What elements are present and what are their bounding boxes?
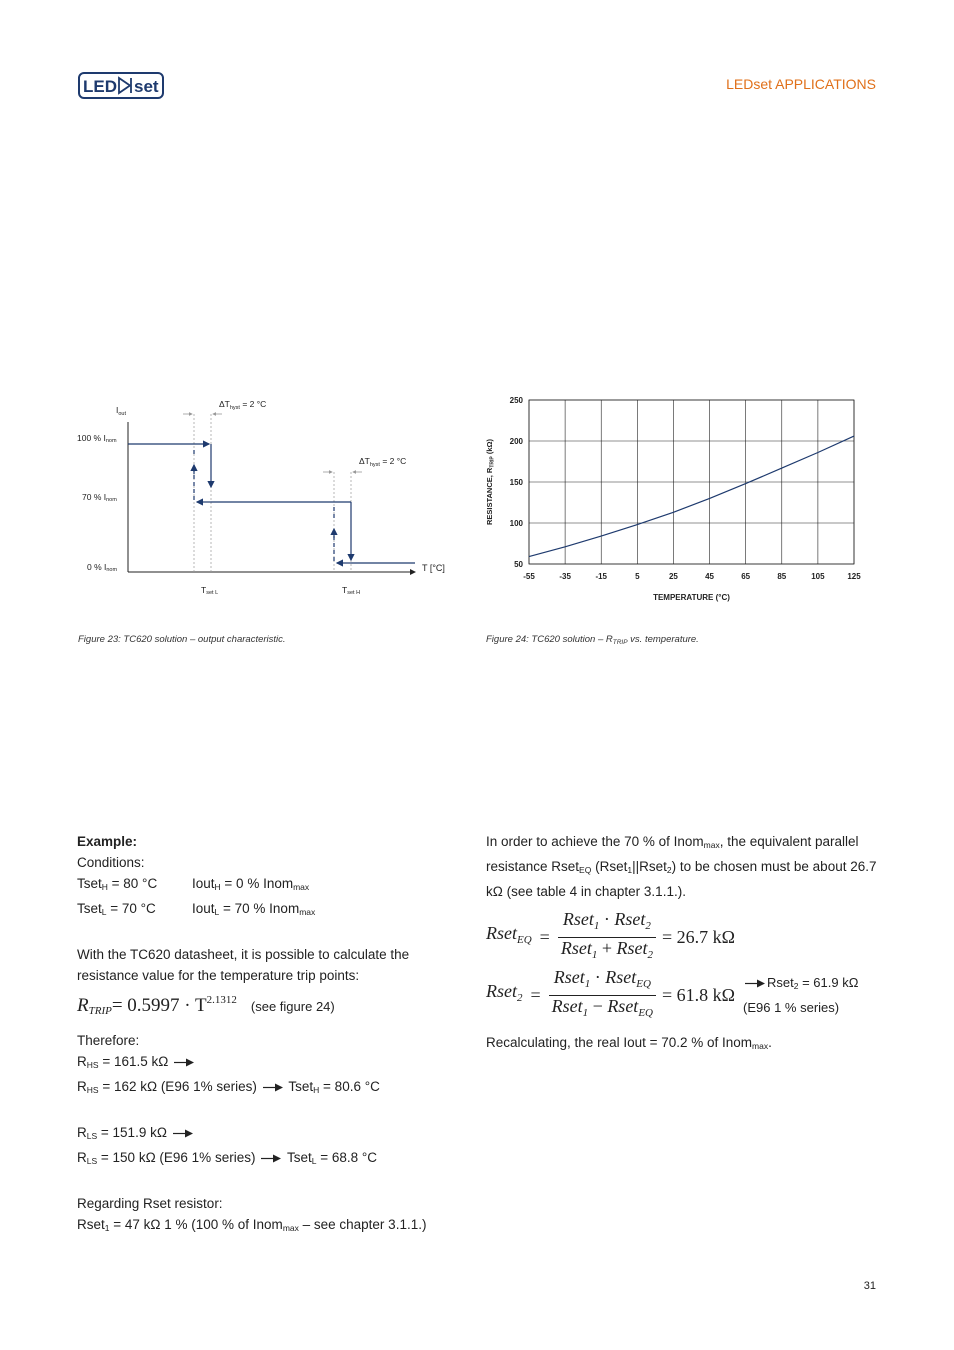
chart-y-tick-label: 200	[509, 437, 523, 446]
therefore-label: Therefore:	[77, 1033, 140, 1048]
rtrip-series-line	[529, 436, 854, 556]
chart-x-axis-label: TEMPERATURE (°C)	[653, 593, 730, 602]
chart-y-tick-label: 50	[514, 560, 523, 569]
chart-x-tick-label: -35	[559, 572, 571, 581]
fraction: Rset$_1$ · Rset$_2$ Rset$_1$ + Rset$_2$	[558, 909, 656, 966]
right-column	[486, 831, 878, 1057]
iout-l: Iout$_L$ = 70 % Inom$_{max}$	[192, 901, 316, 917]
chart-x-tick-label: -55	[523, 572, 535, 581]
condition-row-high	[77, 873, 457, 898]
recalc-paragraph: Recalculating, the real Iout = 70.2 % of Inom$_{max}$.	[486, 1035, 772, 1051]
figure-23-diagram	[70, 392, 460, 607]
y-axis-label: $I_{out}$	[116, 405, 127, 417]
chart-x-tick-label: 25	[668, 572, 678, 581]
eq1-result: = 26.7 kΩ	[661, 926, 736, 947]
chart-x-tick-label: 125	[847, 572, 861, 581]
equation-rset-eq: Rset$_{EQ}$ = Rset$_1$ · Rset$_2$ Rset$_1$ + Rset$_2$ = 26.7 kΩ	[486, 910, 878, 964]
y-tick-100: 100 % Inom	[77, 433, 117, 444]
rtrip-chart	[480, 392, 880, 617]
hyst-label-2: $\Delta T_{hyst} = 2$ °C	[359, 456, 407, 468]
x-axis-label: T [°C]	[422, 563, 445, 573]
logo-text-left: LED	[83, 77, 117, 96]
tset-l: Tset$_L$ = 70 °C	[77, 901, 156, 917]
rls-chosen: $R_{LS} = 150$ kΩ (E96 1% series) Tset$_L$ = 68.8 °C	[77, 1150, 378, 1166]
y-tick-70: 70 % Inom	[82, 492, 117, 503]
chart-x-tick-label: 5	[635, 572, 640, 581]
chart-x-tick-label: -15	[595, 572, 608, 581]
condition-row-low	[77, 898, 457, 923]
rtrip-formula: RTRIP = $0.5997 \cdot T^{2.1312}$ (see figure 24)	[77, 994, 335, 1017]
figure-24	[480, 392, 880, 622]
arrow-right-icon	[174, 1058, 194, 1067]
rhs-calculated: $R_{HS} = 161.5$ kΩ	[77, 1051, 457, 1076]
y-tick-0: 0 % Inom	[87, 562, 118, 573]
example-heading: Example:	[77, 834, 138, 849]
eq2-note: Rset$_2$ = 61.9 kΩ (E96 1 % series)	[743, 975, 859, 1015]
page-number: 31	[863, 1280, 876, 1292]
figure-24-caption: Figure 24: TC620 solution – $R_{TRIP}$ vs. temperature.	[486, 634, 699, 646]
figure-23	[70, 392, 460, 612]
hyst-label-1: $\Delta T_{hyst} = 2$ °C	[219, 399, 267, 411]
datasheet-paragraph: With the TC620 datasheet, it is possible to calculate the resistance value for the temperature trip points:	[77, 947, 410, 983]
tset-2-label: Tset H	[342, 585, 361, 596]
left-column	[77, 831, 457, 1239]
chart-x-tick-label: 65	[741, 572, 751, 581]
regarding-label: Regarding Rset resistor:	[77, 1196, 223, 1211]
chart-y-tick-label: 150	[509, 478, 523, 487]
figure-23-caption: Figure 23: TC620 solution – output characteristic.	[78, 634, 286, 645]
fraction: Rset$_1$ · Rset$_{EQ}$ Rset$_1$ − Rset$_{EQ}$	[549, 967, 656, 1024]
equation-rset-2: Rset$_2$ = Rset$_1$ · Rset$_{EQ}$ Rset$_1$ − Rset$_{EQ}$ = 61.8 kΩ Rset$_2$ = 61.9 kΩ (E96 1 % series)	[486, 968, 878, 1022]
ledset-logo	[78, 72, 164, 99]
arrow-right-icon	[173, 1129, 193, 1138]
rhs-chosen: $R_{HS} = 162$ kΩ (E96 1% series) Tset$_H$ = 80.6 °C	[77, 1079, 380, 1095]
intro-paragraph: In order to achieve the 70 % of Inom$_{max}$, the equivalent parallel resistance Rset$_{EQ}$ (Rset$_1$||Rset$_2$) to be chosen must be about 26.7 kΩ (see table 4 in chapter 3.1.1.).	[486, 834, 877, 899]
chart-x-tick-label: 85	[777, 572, 787, 581]
rset1-value: Rset$_1$ = 47 kΩ 1 % (100 % of Inom$_{max}$ – see chapter 3.1.1.)	[77, 1217, 427, 1233]
arrow-right-icon	[261, 1154, 281, 1163]
logo-diode-icon	[119, 78, 130, 93]
logo-text-right: set	[134, 77, 159, 96]
arrow-right-icon	[745, 979, 765, 988]
chart-x-tick-label: 105	[811, 572, 825, 581]
arrow-right-icon	[263, 1083, 283, 1092]
formula-note: (see figure 24)	[250, 999, 335, 1014]
chart-x-tick-label: 45	[705, 572, 715, 581]
chart-y-tick-label: 250	[509, 396, 523, 405]
iout-h: Iout$_H$ = 0 % Inom$_{max}$	[192, 876, 310, 892]
tset-1-label: Tset L	[201, 585, 219, 596]
rls-calculated: $R_{LS} = 151.9$ kΩ	[77, 1122, 457, 1147]
chart-y-axis-label: RESISTANCE, $R_{TRIP}$ (kΩ)	[485, 438, 496, 526]
tset-h: Tset$_H$ = 80 °C	[77, 876, 158, 892]
conditions-label: Conditions:	[77, 855, 145, 870]
eq2-result: = 61.8 kΩ	[661, 984, 736, 1005]
header-title: LEDset APPLICATIONS	[726, 76, 876, 92]
chart-y-tick-label: 100	[509, 519, 523, 528]
